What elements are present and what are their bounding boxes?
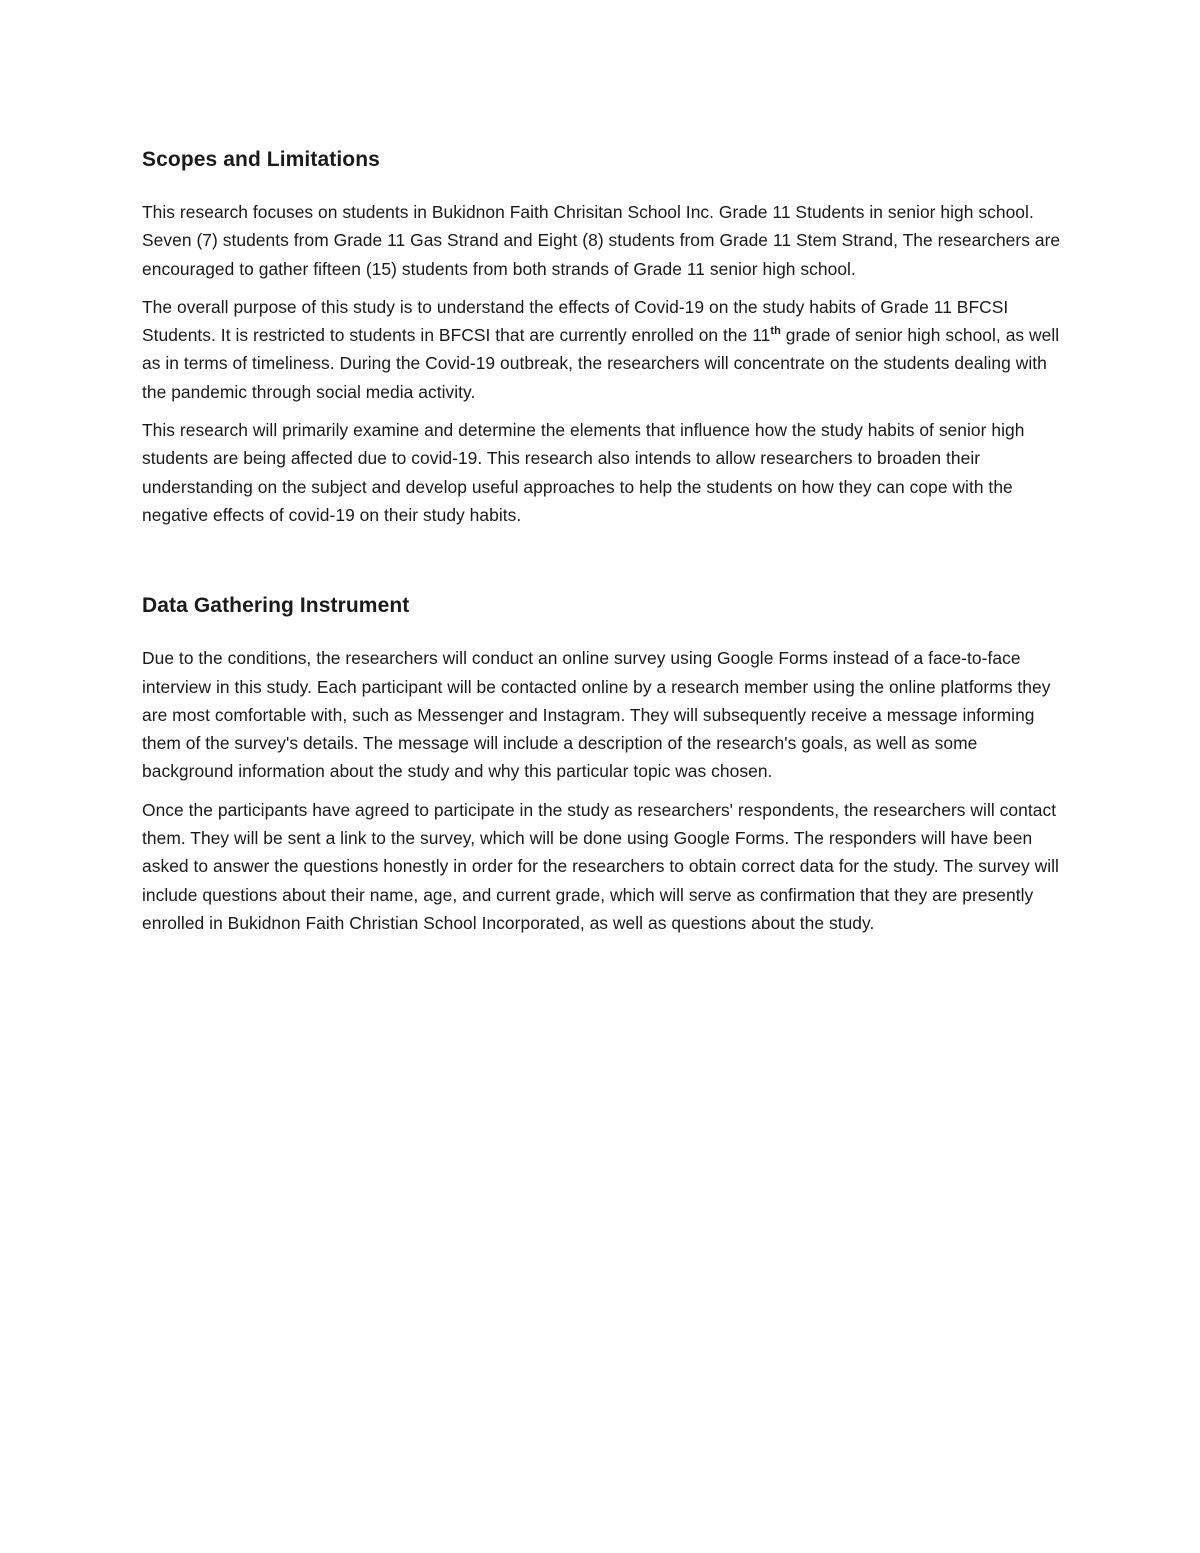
document-body [142, 146, 1062, 937]
section-heading: Scopes and Limitations [142, 148, 380, 171]
paragraph: This research focuses on students in Bukidnon Faith Chrisitan School Inc. Grade 11 Students in senior high school. Seven (7) students from Grade 11 Gas Strand and Eight (8) students from Grade 11 Stem Strand, The researchers are encouraged to gather fifteen (15) students from both strands of Grade 11 senior high school. [142, 202, 1061, 279]
section-scopes-and-limitations [142, 146, 1062, 529]
paragraph: This research will primarily examine and determine the elements that influence how the study habits of senior high students are being affected due to covid-19. This research also intends to allow researchers to broaden their understanding on the subject and develop useful approaches to help the students on how they can cope with the negative effects of covid-19 on their study habits. [142, 420, 1025, 525]
paragraph: Once the participants have agreed to participate in the study as researchers' respondents, the researchers will contact them. They will be sent a link to the survey, which will be done using Google Forms. The responders will have been asked to answer the questions honestly in order for the researchers to obtain correct data for the study. The survey will include questions about their name, age, and current grade, which will serve as confirmation that they are presently enrolled in Bukidnon Faith Christian School Incorporated, as well as questions about the study. [142, 799, 1059, 933]
ordinal-superscript: th [770, 325, 781, 338]
paragraph-text: grade of senior high school, as well as in terms of timeliness. During the Covid-19 outbreak, the researchers will concentrate on the students dealing with the pandemic through social media activity. [142, 325, 1060, 402]
paragraph-text: The overall purpose of this study is to understand the effects of Covid-19 on the study habits of Grade 11 BFCSI Students. It is restricted to students in BFCSI that are currently enrolled on the 11 [142, 296, 1009, 346]
paragraph [142, 293, 1062, 406]
section-heading: Data Gathering Instrument [142, 594, 410, 618]
section-data-gathering-instrument [142, 592, 1062, 937]
paragraph: Due to the conditions, the researchers will conduct an online survey using Google Forms instead of a face-to-face interview in this study. Each participant will be contacted online by a research member using the online platforms they are most comfortable with, such as Messenger and Instagram. They will subsequently receive a message informing them of the survey's details. The message will include a description of the research's goals, as well as some background information about the study and why this particular topic was chosen. [142, 648, 1051, 782]
